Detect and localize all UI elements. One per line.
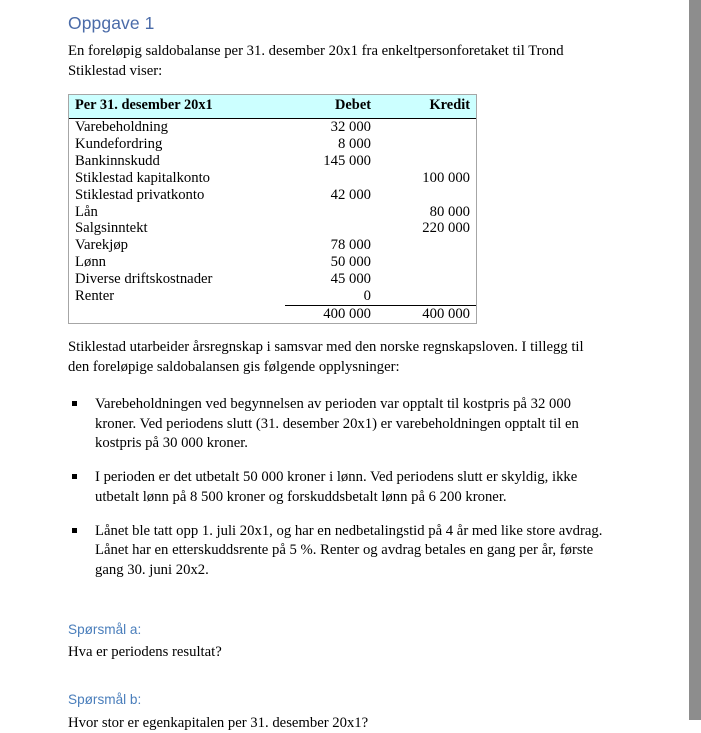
cell-kredit: [377, 118, 476, 135]
cell-account: Varekjøp: [75, 237, 129, 254]
list-item-text: Lånet ble tatt opp 1. juli 20x1, og har en nedbetalingstid på 4 år med like store avdrag. Lånet har en etterskuddsrente på 5 %. Renter og avdrag betales en gang per år, første gang 30. juni 20x2.: [95, 522, 603, 579]
table-row: [69, 237, 476, 254]
table-totals-row: [69, 306, 476, 323]
column-header-debet: Debet: [285, 95, 377, 118]
table-row: [69, 153, 476, 170]
square-bullet-icon: [72, 401, 77, 406]
question-b-text: Hvor stor er egenkapitalen per 31. desember 20x1?: [68, 714, 369, 731]
cell-debet: 45 000: [330, 271, 371, 288]
cell-account: Stiklestad kapitalkonto: [75, 169, 211, 186]
square-bullet-icon: [72, 474, 77, 479]
cell-kredit: [377, 254, 476, 271]
cell-account: Lønn: [75, 254, 107, 271]
trial-balance-table: [69, 95, 476, 323]
cell-debet: 78 000: [330, 237, 371, 254]
table-row: [69, 288, 476, 305]
table-body: [69, 118, 476, 323]
table-row: [69, 220, 476, 237]
column-header-kredit: Kredit: [377, 95, 476, 118]
cell-account: Kundefordring: [75, 135, 163, 152]
cell-kredit: [377, 187, 476, 204]
vertical-scrollbar[interactable]: [689, 0, 701, 720]
cell-kredit: 220 000: [422, 220, 470, 237]
cell-account: Varebeholdning: [75, 118, 168, 135]
document-content: [68, 0, 608, 733]
cell-kredit: [377, 136, 476, 153]
column-header-account: Per 31. desember 20x1: [69, 95, 285, 118]
cell-account: Stiklestad privatkonto: [75, 186, 205, 203]
question-a-text: Hva er periodens resultat?: [68, 644, 222, 661]
intro-paragraph: En foreløpig saldobalanse per 31. desember 20x1 fra enkeltpersonforetaket til Trond Stiklestad viser:: [68, 43, 564, 79]
list-item: [68, 395, 607, 454]
notes-list: [68, 395, 608, 581]
cell-debet: [285, 220, 377, 237]
cell-account: Salgsinntekt: [75, 220, 148, 237]
cell-debet: 8 000: [337, 135, 371, 152]
page-title: Oppgave 1: [68, 13, 155, 33]
list-item-text: I perioden er det utbetalt 50 000 kroner i lønn. Ved periodens slutt er skyldig, ikke utbetalt lønn på 8 500 kroner og forskuddsbetalt lønn på 6 200 kroner.: [95, 469, 578, 505]
table-row: [69, 254, 476, 271]
cell-kredit: [377, 237, 476, 254]
cell-debet: 32 000: [330, 118, 371, 135]
cell-debet: 145 000: [323, 152, 371, 169]
table-row: [69, 271, 476, 288]
cell-debet: 42 000: [330, 186, 371, 203]
cell-kredit: [377, 271, 476, 288]
table-row: [69, 136, 476, 153]
after-table-paragraph: Stiklestad utarbeider årsregnskap i samsvar med den norske regnskapsloven. I tillegg til den foreløpige saldobalansen gis følgende opplysninger:: [68, 339, 584, 376]
list-item: [68, 468, 607, 508]
cell-debet: [285, 204, 377, 221]
table-header-row: [69, 95, 476, 118]
cell-totals-kredit: 400 000: [377, 306, 476, 323]
cell-debet: 50 000: [330, 254, 371, 271]
cell-kredit: 100 000: [422, 169, 470, 186]
cell-debet: [285, 170, 377, 187]
cell-account: Bankinnskudd: [75, 152, 160, 169]
table-row: [69, 118, 476, 135]
square-bullet-icon: [72, 528, 77, 533]
table-header: [69, 95, 476, 118]
question-a-heading: Spørsmål a:: [68, 621, 142, 637]
question-b-heading: Spørsmål b:: [68, 692, 142, 708]
cell-account: Lån: [75, 203, 98, 220]
cell-totals-debet: 400 000: [285, 306, 377, 323]
table-row: [69, 187, 476, 204]
cell-debet: 0: [363, 288, 371, 305]
cell-kredit: [377, 153, 476, 170]
cell-account: Renter: [75, 288, 115, 305]
cell-kredit: 80 000: [429, 203, 470, 220]
cell-account: Diverse driftskostnader: [75, 271, 213, 288]
list-item: [68, 522, 607, 581]
trial-balance-table-wrapper: [68, 94, 477, 324]
table-row: [69, 204, 476, 221]
cell-totals-label: [69, 306, 285, 323]
cell-kredit: [377, 288, 476, 305]
table-row: [69, 170, 476, 187]
list-item-text: Varebeholdningen ved begynnelsen av perioden var opptalt til kostpris på 32 000 kroner. Ved periodens slutt (31. desember 20x1) er varebeholdningen opptalt til en kostpris på 30 000 kroner.: [95, 395, 579, 452]
